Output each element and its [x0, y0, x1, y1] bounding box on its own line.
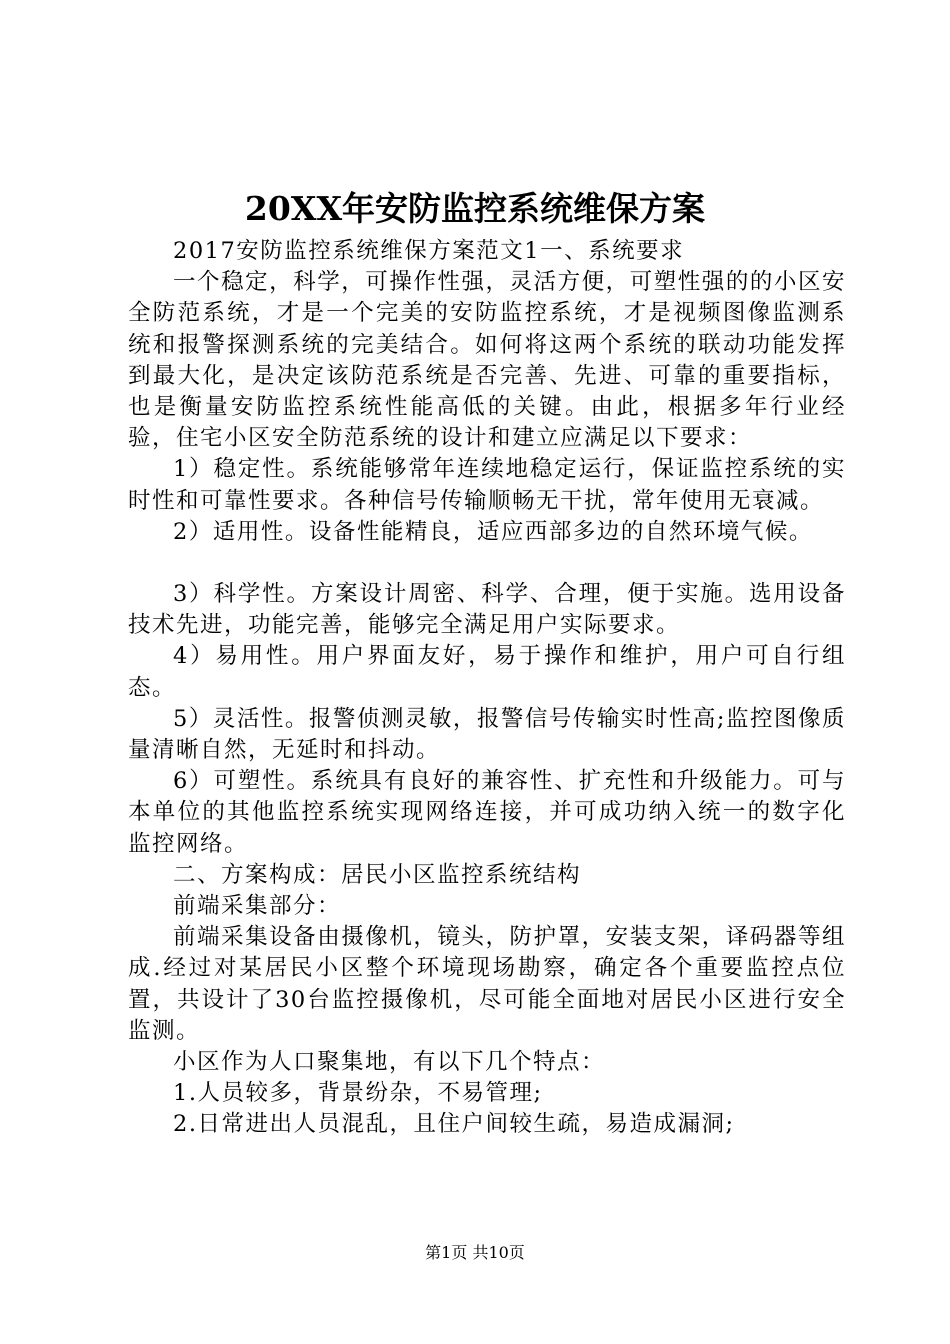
- document-title: 20XX年安防监控系统维保方案: [244, 189, 706, 228]
- paragraph-intro: 2017安防监控系统维保方案范文1一、系统要求: [173, 238, 685, 264]
- subheading-front-end: 前端采集部分：: [173, 893, 342, 920]
- paragraph-stability: 1）稳定性。系统能够常年连续地稳定运行，保证监控系统的实时性和可靠性要求。各种信号传输顺畅无干扰，常年使用无衰减。: [128, 456, 846, 514]
- paragraph-community-features: 小区作为人口聚集地，有以下几个特点：: [173, 1049, 606, 1076]
- page-footer: 第1页 共10页: [425, 1243, 525, 1262]
- paragraph-requirements: 一个稳定，科学，可操作性强，灵活方便，可塑性强的的小区安全防范系统，才是一个完美的安防监控系统，才是视频图像监测系统和报警探测系统的完美结合。如何将这两个系统的联动功能发挥到最大化，是决定该防范系统是否完善、先进、可靠的重要指标，也是衡量安防监控系统性能高低的关键。由此，根据多年行业经验，住宅小区安全防范系统的设计和建立应满足以下要求：: [128, 269, 846, 452]
- paragraph-front-end-devices: 前端采集设备由摄像机，镜头，防护罩，安装支架，译码器等组成.经过对某居民小区整个环境现场勘察，确定各个重要监控点位置，共设计了30台监控摄像机，尽可能全面地对居民小区进行安全监测。: [128, 924, 846, 1044]
- list-item-feature-2: 2.日常进出人员混乱，且住户间较生疏，易造成漏洞;: [173, 1111, 735, 1138]
- paragraph-plasticity: 6）可塑性。系统具有良好的兼容性、扩充性和升级能力。可与本单位的其他监控系统实现网络连接，并可成功纳入统一的数字化监控网络。: [128, 768, 846, 857]
- paragraph-flexibility: 5）灵活性。报警侦测灵敏，报警信号传输实时性高;监控图像质量清晰自然，无延时和抖动。: [128, 705, 846, 764]
- section-heading-structure: 二、方案构成：居民小区监控系统结构: [173, 861, 582, 888]
- paragraph-scientific: 3）科学性。方案设计周密、科学、合理，便于实施。选用设备技术先进，功能完善，能够完全满足用户实际要求。: [128, 581, 846, 639]
- paragraph-applicability: 2）适用性。设备性能精良，适应西部多边的自然环境气候。: [173, 518, 813, 545]
- paragraph-usability: 4）易用性。用户界面友好，易于操作和维护，用户可自行组态。: [128, 643, 846, 701]
- list-item-feature-1: 1.人员较多，背景纷杂，不易管理;: [173, 1080, 543, 1107]
- document-body: [128, 236, 846, 1141]
